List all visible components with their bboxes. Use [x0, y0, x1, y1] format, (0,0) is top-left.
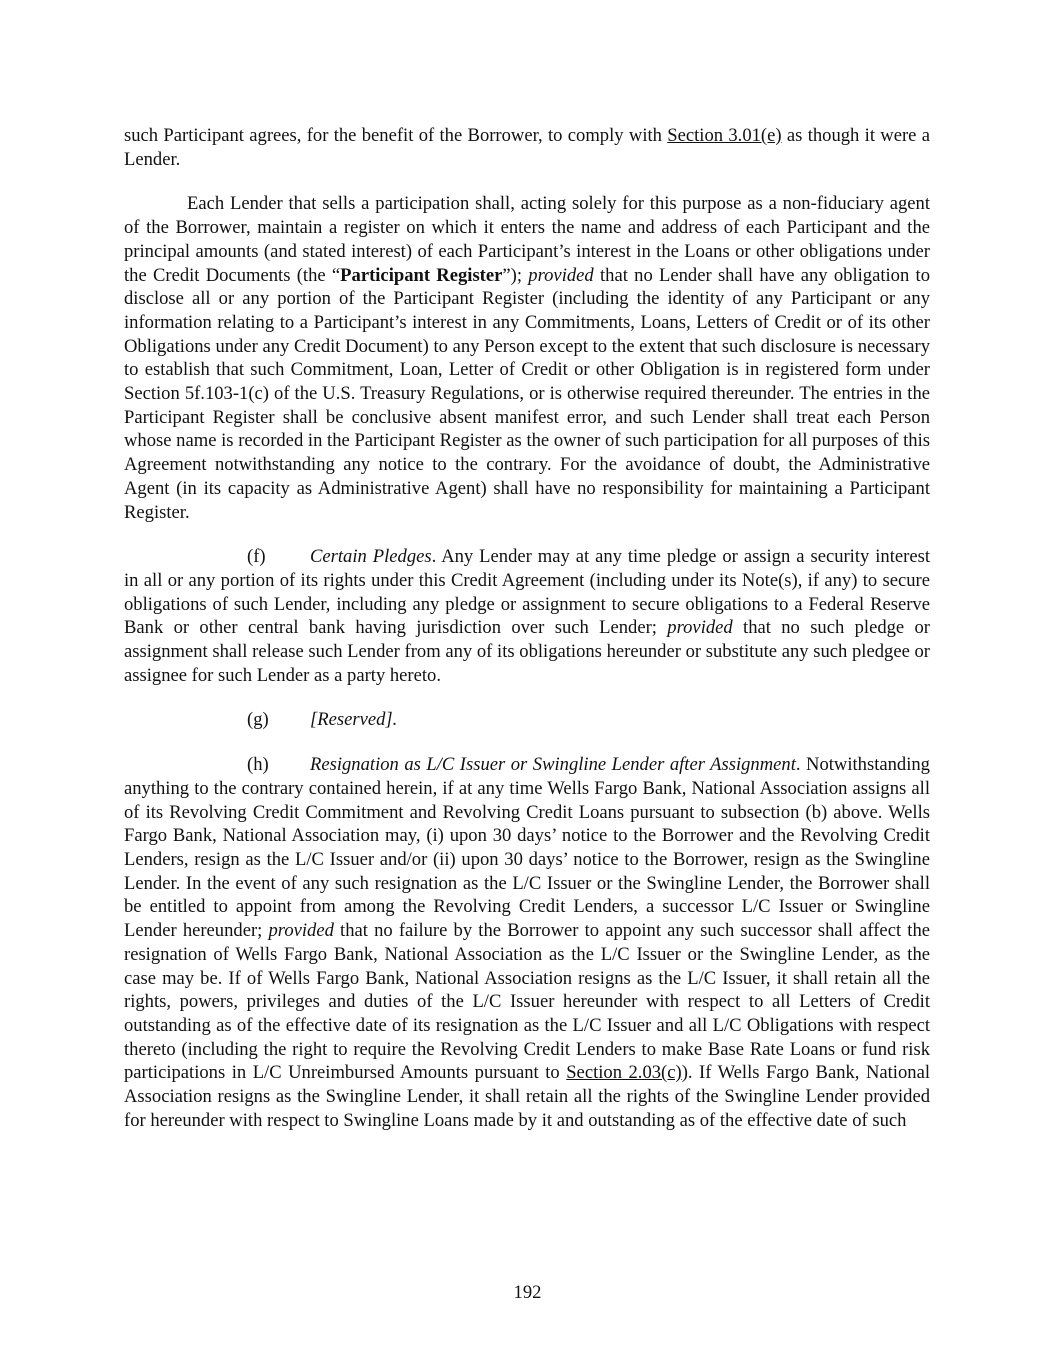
section-marker: (g) [247, 709, 269, 731]
paragraph-text: that no failure by the Borrower to appoint any such successor shall affect the resignation of Wells Fargo Bank, National Association as the L/C Issuer or the Swingline Lender, as the case may be. If of Wells Fargo Bank, National Association resigns as the L/C Issuer, it shall retain all the rights, powers, privileges and duties of the L/C Issuer hereunder with respect to all Letters of Credit outstanding as of the effective date of its resignation as the L/C Issuer and all L/C Obligations with respect thereto (including the right to require the Revolving Credit Lenders to make Base Rate Loans or fund risk participations in L/C Unreimbursed Amounts pursuant to [124, 920, 930, 1084]
paragraph-text: . Notwithstanding anything to the contrary contained herein, if at any time Wells Fargo Bank, National Association assigns all of its Revolving Credit Commitment and Revolving Credit Loans pursuant to subsection (b) above. Wells Fargo Bank, National Association may, (i) upon 30 days’ notice to the Borrower and the Revolving Credit Lenders, resign as the L/C Issuer and/or (ii) upon 30 days’ notice to the Borrower, resign as the Swingline Lender. In the event of any such resignation as the L/C Issuer or the Swingline Lender, the Borrower shall be entitled to appoint from among the Revolving Credit Lenders, a successor L/C Issuer or Swingline Lender hereunder; [124, 754, 930, 942]
section-heading: [Reserved]. [310, 709, 398, 731]
paragraph-reserved [124, 708, 930, 732]
section-marker: (h) [247, 754, 269, 776]
paragraph-text: that no such pledge or assignment shall release such Lender from any of its obligations hereunder or substitute any such pledgee or assignee for such Lender as a party hereto. [124, 617, 931, 686]
paragraph-text: ”); [502, 264, 529, 286]
paragraph-text: as though it were a Lender. [124, 125, 931, 170]
proviso-word: provided [528, 264, 594, 286]
paragraph-text: Each Lender that sells a participation shall, acting solely for this purpose as a non-fiduciary agent of the Borrower, maintain a register on which it enters the name and address of each Participant and the principal amounts (and stated interest) of each Participant’s interest in the Loans or other obligations under the Credit Documents (the “ [124, 193, 930, 286]
defined-term: Participant Register [340, 264, 503, 286]
paragraph-text: such Participant agrees, for the benefit of the Borrower, to comply with [124, 125, 668, 146]
paragraph-text: that no Lender shall have any obligation to disclose all or any portion of the Participant Register (including the identity of any Participant or any information relating to a Participant’s interest in any Commitments, Loans, Letters of Credit or of its other Obligations under any Credit Document) to any Person except to the extent that such disclosure is necessary to establish that such Commitment, Loan, Letter of Credit or other Obligation is in registered form under Section 5f.103-1(c) of the U.S. Treasury Regulations, or is otherwise required thereunder. The entries in the Participant Register shall be conclusive absent manifest error, and such Lender shall treat each Person whose name is recorded in the Participant Register as the owner of such participation for all purposes of this Agreement notwithstanding any notice to the contrary. For the avoidance of doubt, the Administrative Agent (in its capacity as Administrative Agent) shall have no responsibility for maintaining a Participant Register. [124, 264, 930, 523]
section-reference: Section 3.01(e) [667, 125, 782, 146]
paragraph-text: ). If Wells Fargo Bank, National Association resigns as the Swingline Lender, it shall retain all the rights of the Swingline Lender provided for hereunder with respect to Swingline Loans made by it and outstanding as of the effective date of such [124, 1062, 930, 1131]
document-page [124, 124, 930, 1153]
paragraph-participant-agreement [124, 124, 930, 171]
proviso-word: provided [667, 617, 733, 639]
paragraph-participant-register [124, 192, 930, 524]
proviso-word: provided [268, 920, 334, 942]
paragraph-certain-pledges [124, 545, 930, 687]
section-heading: Certain Pledges [310, 546, 432, 568]
paragraph-resignation [124, 753, 930, 1132]
section-marker: (f) [247, 546, 266, 568]
page-number: 192 [513, 1282, 542, 1303]
section-heading: Resignation as L/C Issuer or Swingline Lender after Assignment [310, 754, 796, 776]
section-reference: Section 2.03(c) [566, 1062, 682, 1084]
paragraph-text: . Any Lender may at any time pledge or assign a security interest in all or any portion of its rights under this Credit Agreement (including under its Note(s), if any) to secure obligations of such Lender, including any pledge or assignment to secure obligations to a Federal Reserve Bank or other central bank having jurisdiction over such Lender; [124, 546, 930, 639]
